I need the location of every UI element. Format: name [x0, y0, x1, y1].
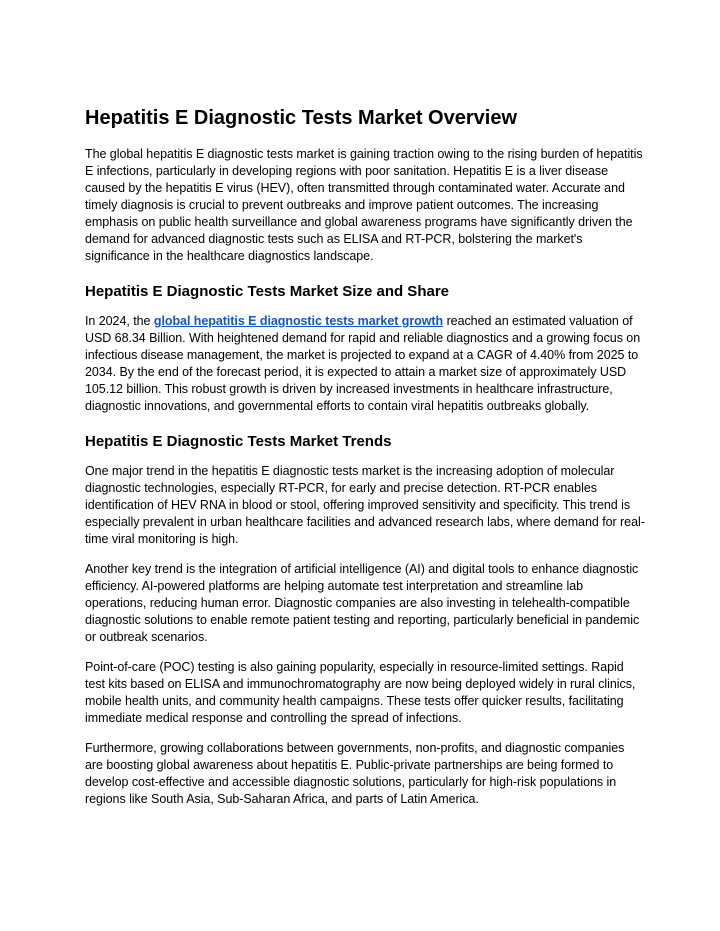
trend-paragraph-3: Point-of-care (POC) testing is also gaining popularity, especially in resource-limited settings. Rapid test kits based on ELISA and immunochromatography are now being deployed widely in rural clinics, mobile health units, and community health campaigns. These tests offer quicker results, facilitating immediate medical response and controlling the spread of infections.: [85, 660, 636, 725]
intro-paragraph: The global hepatitis E diagnostic tests market is gaining traction owing to the rising burden of hepatitis E infections, particularly in developing regions with poor sanitation. Hepatitis E is a liver disease caused by the hepatitis E virus (HEV), often transmitted through contaminated water. Accurate and timely diagnosis is crucial to prevent outbreaks and improve patient outcomes. The increasing emphasis on public health surveillance and global awareness programs have significantly driven the demand for advanced diagnostic tests such as ELISA and RT-PCR, bolstering the market's significance in the healthcare diagnostics landscape.: [85, 147, 643, 263]
page-title: Hepatitis E Diagnostic Tests Market Overview: [85, 107, 518, 129]
trend-paragraph-4: Furthermore, growing collaborations between governments, non-profits, and diagnostic companies are boosting global awareness about hepatitis E. Public-private partnerships are being formed to develop cost-effective and accessible diagnostic solutions, particularly for high-risk populations in regions like South Asia, Sub-Saharan Africa, and parts of Latin America.: [85, 741, 625, 806]
trend-paragraph-2: Another key trend is the integration of artificial intelligence (AI) and digital tools to enhance diagnostic efficiency. AI-powered platforms are helping automate test interpretation and streamline lab operations, reducing human error. Diagnostic companies are also investing in telehealth-compatible diagnostic solutions to enable remote patient testing and reporting, particularly beneficial in pandemic or outbreak scenarios.: [85, 562, 640, 644]
document-page: [85, 104, 645, 821]
size-text-after-link: reached an estimated valuation of USD 68.34 Billion. With heightened demand for rapid and reliable diagnostics and a growing focus on infectious disease management, the market is projected to expand at a CAGR of 4.40% from 2025 to 2034. By the end of the forecast period, it is expected to attain a market size of approximately USD 105.12 billion. This robust growth is driven by increased investments in healthcare infrastructure, diagnostic innovations, and governmental efforts to contain viral hepatitis outbreaks globally.: [85, 314, 641, 413]
section-heading-size-share: Hepatitis E Diagnostic Tests Market Size and Share: [85, 283, 449, 300]
size-text-before-link: In 2024, the: [85, 314, 154, 328]
section-heading-trends: Hepatitis E Diagnostic Tests Market Trends: [85, 433, 392, 450]
size-share-paragraph: [85, 313, 645, 415]
market-growth-link[interactable]: global hepatitis E diagnostic tests market growth: [153, 314, 444, 328]
trend-paragraph-1: One major trend in the hepatitis E diagnostic tests market is the increasing adoption of molecular diagnostic technologies, especially RT-PCR, for early and precise detection. RT-PCR enables identification of HEV RNA in blood or stool, offering improved sensitivity and specificity. This trend is especially prevalent in urban healthcare facilities and advanced research labs, where demand for real-time viral monitoring is high.: [85, 464, 645, 546]
